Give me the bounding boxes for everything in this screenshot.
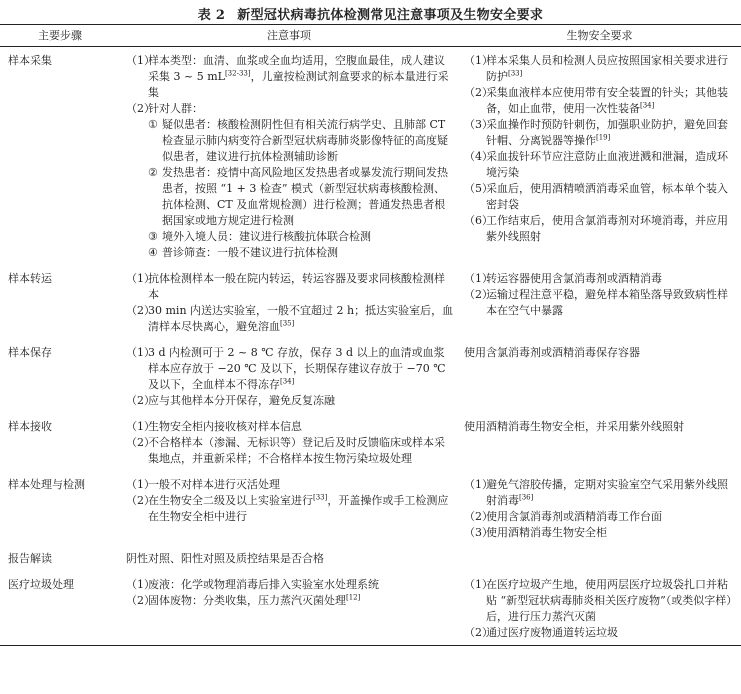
item-text <box>148 593 454 609</box>
item-number: （2） <box>126 494 155 507</box>
item-text-part: 疑似患者：核酸检测阴性但有相关流行病学史、且肺部 CT 检查显示肺内病变符合新型冠状病毒肺炎影像特征的高度疑似患者，建议进行抗体检测辅助诊断 <box>162 118 448 163</box>
item-text-part: 运输过程注意平稳，避免样本箱坠落导致致病性样本在空气中暴露 <box>486 288 728 317</box>
list-item <box>464 625 737 641</box>
item-number: （6） <box>464 214 493 227</box>
item-text-part: 普诊筛查：一般不建议进行抗体检测 <box>162 246 338 259</box>
safety-cell <box>458 413 741 471</box>
item-number: （1） <box>464 478 493 491</box>
item-text-part: 通过医疗废物通道转运垃圾 <box>486 626 618 639</box>
item-number: （2） <box>464 510 493 523</box>
item-text-part: 发热患者：疫情中高风险地区发热患者或暴发流行期间发热患者，按照 “1 + 3 检查” 模式（新型冠状病毒核酸检测、抗体检测、CT 及血常规检测）进行检测；普通发热患者根据国家或地方规定进行检测 <box>162 166 448 227</box>
citation-ref: [36] <box>519 493 534 502</box>
item-text <box>486 181 737 213</box>
item-text-part: 在生物安全二级及以上实验室进行 <box>148 494 313 507</box>
list-item <box>464 271 737 287</box>
notes-cell <box>120 545 458 571</box>
item-text <box>162 165 454 229</box>
item-text <box>162 117 454 165</box>
item-text-part: 一般不对样本进行灭活处理 <box>148 478 280 491</box>
item-number: （2） <box>126 304 155 317</box>
item-number: （1） <box>126 272 155 285</box>
item-number: （1） <box>126 54 155 67</box>
item-text-part: 采血拔针环节应注意防止血液迸溅和泄漏，造成环境污染 <box>486 150 728 179</box>
item-number: （2） <box>126 594 155 607</box>
notes-cell <box>120 47 458 266</box>
table-row <box>0 571 741 646</box>
item-number: ④ <box>148 246 158 259</box>
item-number: （2） <box>126 102 155 115</box>
item-text <box>486 149 737 181</box>
item-number: （4） <box>464 150 493 163</box>
citation-ref: [33] <box>508 69 523 78</box>
list-item <box>464 85 737 117</box>
notes-cell <box>120 571 458 646</box>
item-text <box>162 245 454 261</box>
item-text <box>148 477 454 493</box>
notes-cell <box>120 413 458 471</box>
item-text <box>148 101 454 117</box>
item-text <box>486 625 737 641</box>
table-row <box>0 413 741 471</box>
step-cell: 样本处理与检测 <box>8 478 85 491</box>
item-text <box>486 287 737 319</box>
list-item <box>464 577 737 625</box>
item-text-part: 避免气溶胶传播，定期对实验室空气采用紫外线照射消毒 <box>486 478 728 507</box>
item-number: （2） <box>464 626 493 639</box>
item-number: ① <box>148 118 158 131</box>
item-text <box>486 271 737 287</box>
item-text-part: 30 min 内送达实验室，一般不宜超过 2 h；抵达实验室后，血清样本尽快离心，避免溶血 <box>148 304 454 333</box>
list-item <box>126 393 454 409</box>
item-text <box>148 393 454 409</box>
item-number: （1） <box>126 420 155 433</box>
sub-list-item <box>126 117 454 165</box>
notes-text: 阴性对照、阳性对照及质控结果是否合格 <box>126 552 324 565</box>
notes-cell <box>120 339 458 413</box>
safety-cell <box>458 571 741 646</box>
item-text-part: ，开盖操作或手工检测应在生物安全柜中进行 <box>148 494 449 523</box>
item-text <box>148 303 454 335</box>
list-item <box>126 53 454 101</box>
sub-list-item <box>126 229 454 245</box>
list-item <box>464 213 737 245</box>
item-text-part: 生物安全柜内接收核对样本信息 <box>148 420 302 433</box>
safety-cell <box>458 545 741 571</box>
list-item <box>126 493 454 525</box>
item-text-part: 境外入境人员：建议进行核酸抗体联合检测 <box>162 230 371 243</box>
table-row <box>0 47 741 266</box>
step-cell: 报告解读 <box>8 552 52 565</box>
item-text-part: 采血操作时预防针刺伤，加强职业防护，避免回套针帽、分离锐器等操作 <box>486 118 728 147</box>
item-text <box>486 509 737 525</box>
item-text-part: 抗体检测样本一般在院内转运，转运容器及要求同核酸检测样本 <box>148 272 445 301</box>
item-text-part: 针对人群： <box>148 102 203 115</box>
item-text <box>148 345 454 393</box>
item-text-part: 不合格样本（渗漏、无标识等）登记后及时反馈临床或样本采集地点，并重新采样；不合格样本按生物污染垃圾处理 <box>148 436 445 465</box>
list-item <box>126 101 454 117</box>
item-text-part: 转运容器使用含氯消毒剂或酒精消毒 <box>486 272 662 285</box>
item-number: （1） <box>126 478 155 491</box>
list-item <box>464 509 737 525</box>
citation-ref: [33] <box>313 493 328 502</box>
item-text-part: 采血后，使用酒精喷洒消毒采血管，标本单个装入密封袋 <box>486 182 728 211</box>
safety-cell <box>458 47 741 266</box>
safety-cell <box>458 339 741 413</box>
step-cell: 样本转运 <box>8 272 52 285</box>
biosafety-table <box>0 24 741 646</box>
item-text-part: 应与其他样本分开保存，避免反复冻融 <box>148 394 335 407</box>
citation-ref: [19] <box>596 133 611 142</box>
item-number: （3） <box>464 526 493 539</box>
header-row <box>0 25 741 47</box>
citation-ref: [35] <box>280 319 295 328</box>
item-text <box>162 229 454 245</box>
list-item <box>126 271 454 303</box>
safety-cell <box>458 471 741 545</box>
item-text-part: 样本采集人员和检测人员应按照国家相关要求进行防护 <box>486 54 728 83</box>
list-item <box>126 345 454 393</box>
item-number: （1） <box>126 346 155 359</box>
citation-ref: [32-33] <box>224 69 251 78</box>
item-text <box>486 117 737 149</box>
item-number: （2） <box>464 86 493 99</box>
item-number: （3） <box>464 118 493 131</box>
list-item <box>126 435 454 467</box>
step-cell: 样本保存 <box>8 346 52 359</box>
list-item <box>126 303 454 335</box>
safety-text: 使用含氯消毒剂或酒精消毒保存容器 <box>464 346 640 359</box>
table-row <box>0 339 741 413</box>
item-text <box>486 525 737 541</box>
table-row <box>0 471 741 545</box>
sub-list-item <box>126 245 454 261</box>
item-text-part: 使用酒精消毒生物安全柜 <box>486 526 607 539</box>
item-number: ③ <box>148 230 158 243</box>
item-text <box>148 493 454 525</box>
item-number: （2） <box>126 394 155 407</box>
item-text <box>486 85 737 117</box>
notes-cell <box>120 471 458 545</box>
item-text <box>486 213 737 245</box>
item-text-part: 采集血液样本应使用带有安全装置的针头；其他装备，如止血带，使用一次性装备 <box>486 86 728 115</box>
table-caption: 新型冠状病毒抗体检测常见注意事项及生物安全要求 <box>237 8 544 23</box>
item-text <box>148 271 454 303</box>
notes-cell <box>120 265 458 339</box>
safety-cell <box>458 265 741 339</box>
item-text-part: 3 d 内检测可于 2 ~ 8 ℃ 存放，保存 3 d 以上的血清或血浆样本应存放于 −20 ℃ 及以下，长期保存建议存放于 −70 ℃ 及以下，全血样本不得冻存 <box>148 346 446 391</box>
table-row <box>0 545 741 571</box>
step-cell: 医疗垃圾处理 <box>0 571 120 646</box>
item-number: （1） <box>126 578 155 591</box>
item-text-part: 使用含氯消毒剂或酒精消毒工作台面 <box>486 510 662 523</box>
item-number: （1） <box>464 272 493 285</box>
item-text <box>148 419 454 435</box>
table-row <box>0 265 741 339</box>
item-text-part: ，儿童按检测试剂盒要求的标本量进行采集 <box>148 70 449 99</box>
list-item <box>126 577 454 593</box>
item-number: （2） <box>464 288 493 301</box>
sub-list-item <box>126 165 454 229</box>
list-item <box>126 593 454 609</box>
list-item <box>126 477 454 493</box>
item-text <box>148 577 454 593</box>
header-steps: 主要步骤 <box>0 25 120 47</box>
item-text <box>486 577 737 625</box>
citation-ref: [34] <box>280 377 295 386</box>
item-text <box>148 53 454 101</box>
list-item <box>464 477 737 509</box>
item-text-part: 工作结束后，使用含氯消毒剂对环境消毒，并应用紫外线照射 <box>486 214 728 243</box>
item-text <box>148 435 454 467</box>
step-cell: 样本接收 <box>8 420 52 433</box>
safety-text: 使用酒精消毒生物安全柜，并采用紫外线照射 <box>464 420 684 433</box>
list-item <box>464 53 737 85</box>
list-item <box>464 287 737 319</box>
list-item <box>464 149 737 181</box>
citation-ref: [12] <box>346 593 361 602</box>
list-item <box>464 525 737 541</box>
item-text-part: 废液：化学或物理消毒后排入实验室水处理系统 <box>148 578 379 591</box>
step-cell: 样本采集 <box>8 54 52 67</box>
list-item <box>126 419 454 435</box>
item-text <box>486 477 737 509</box>
item-number: （2） <box>126 436 155 449</box>
item-number: ② <box>148 166 158 179</box>
item-text-part: 在医疗垃圾产生地，使用两层医疗垃圾袋扎口并粘贴 “新型冠状病毒肺炎相关医疗废物”（或类似字样）后，进行压力蒸汽灭菌 <box>486 578 732 623</box>
item-text-part: 固体废物：分类收集，压力蒸汽灭菌处理 <box>148 594 346 607</box>
item-number: （5） <box>464 182 493 195</box>
table-number: 表 2 <box>197 8 226 23</box>
table-title <box>0 4 741 23</box>
list-item <box>464 181 737 213</box>
item-number: （1） <box>464 578 493 591</box>
header-safety: 生物安全要求 <box>458 25 741 47</box>
citation-ref: [34] <box>640 101 655 110</box>
item-text-part: 样本类型：血清、血浆或全血均适用，空腹血最佳，成人建议采集 3 ~ 5 mL <box>148 54 445 83</box>
item-text <box>486 53 737 85</box>
item-number: （1） <box>464 54 493 67</box>
header-notes: 注意事项 <box>120 25 458 47</box>
list-item <box>464 117 737 149</box>
